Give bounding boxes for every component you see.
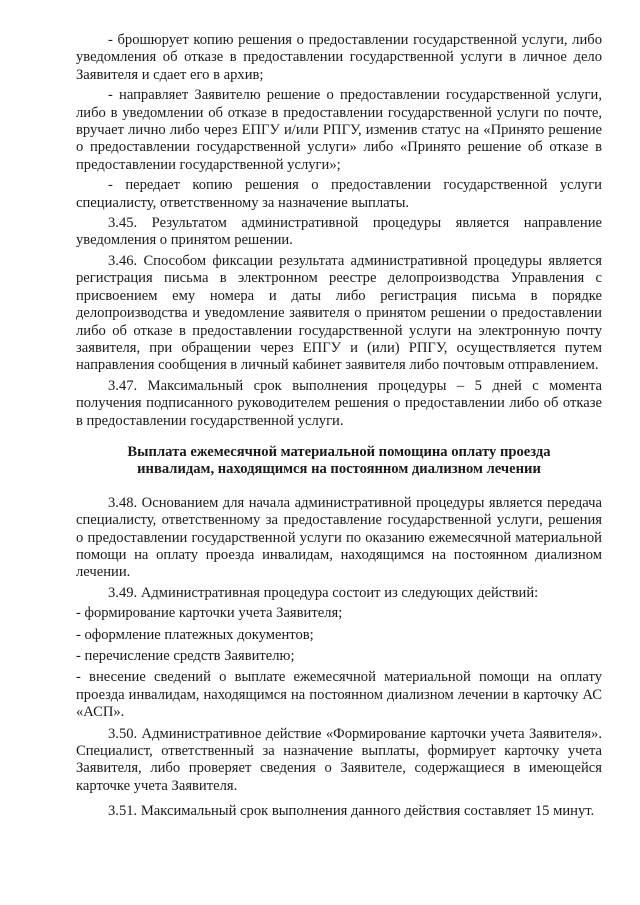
paragraph-pass-copy: - передает копию решения о предоставлении государственной услуги специалисту, ответственному за назначение выплаты. (76, 177, 602, 211)
paragraph-3-45: 3.45. Результатом административной процедуры является направление уведомления о принятом решении. (76, 215, 602, 249)
paragraph-bind-copy: - брошюрует копию решения о предоставлении государственной услуги, либо уведомления об отказе в предоставлении государственной услуги в личное дело Заявителя и сдает его в архив; (76, 32, 602, 83)
paragraph-3-47: 3.47. Максимальный срок выполнения процедуры – 5 дней с момента получения подписанного руководителем решения о предоставлении либо об отказе в предоставлении государственной услуги. (76, 377, 602, 429)
section-heading: Выплата ежемесячной материальной помощина оплату проезда инвалидам, находящимся на постоянном диализном лечении (127, 443, 551, 478)
paragraph-3-51: 3.51. Максимальный срок выполнения данного действия составляет 15 минут. (108, 803, 595, 820)
paragraph-3-46: 3.46. Способом фиксации результата административной процедуры является регистрация письма в электронном реестре делопроизводства Управления с присвоением ему номера и даты либо регистрация письма в порядке делопроизводства и уведомление заявителя о принятом решении о предоставлении либо об отказе в предоставлении государственной услуги на электронную почту заявителя, при обращении через ЕПГУ и (или) РПГУ, осуществляется путем направления сообщения в личный кабинет заявителя либо почтовым отправлением. (76, 252, 602, 374)
list-item-payment-docs: - оформление платежных документов; (76, 626, 314, 643)
list-item-card: - формирование карточки учета Заявителя; (76, 605, 343, 622)
paragraph-send-decision: - направляет Заявителю решение о предоставлении государственной услуги, либо в уведомлении об отказе в предоставлении государственной услуги по почте, вручает лично либо через ЕПГУ и/или РПГУ, изменив статус на «Принято решение о предоставлении государственной услуги» либо «Принято решение об отказе в предоставлении государственной услуги»; (76, 87, 602, 173)
paragraph-3-50: 3.50. Административное действие «Формирование карточки учета Заявителя». Специалист, ответственный за назначение выплаты, формирует карточку учета Заявителя, либо проверяет сведения о Заявителе, содержащиеся в имеющейся карточке учета Заявителя. (76, 725, 602, 794)
list-item-transfer: - перечисление средств Заявителю; (76, 648, 295, 664)
paragraph-3-48: 3.48. Основанием для начала административной процедуры является передача специалисту, ответственному за предоставление государственной услуги, решения о предоставлении государственной услуги по оказанию ежемесячной материальной помощи на оплату проезда инвалидам, находящимся на постоянном диализном лечении. (76, 494, 602, 581)
paragraph-3-49: 3.49. Административная процедура состоит из следующих действий: (108, 584, 539, 601)
list-item-record: - внесение сведений о выплате ежемесячной материальной помощи на оплату проезда инвалидам, находящимся на постоянном диализном лечении в карточку АС «АСП». (76, 669, 602, 721)
